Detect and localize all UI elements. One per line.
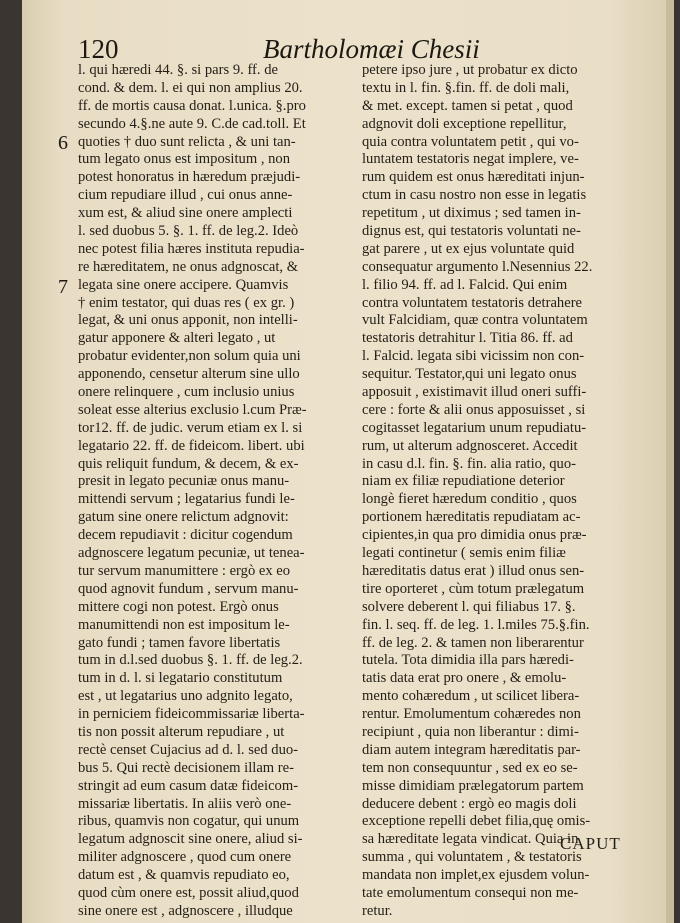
text-line: repetitum , ut diximus ; sed tamen in- xyxy=(362,205,581,222)
text-line: dignus est, qui testatoris voluntati ne- xyxy=(362,223,581,240)
text-line: quod cùm onere est, possit aliud,quod xyxy=(78,884,299,901)
text-line: in casu d.l. fin. §. fin. alia ratio, quo- xyxy=(362,455,576,472)
text-line: apposuit , existimavit illud oneri suffi- xyxy=(362,384,587,401)
text-line: quod agnovit fundum , servum manu- xyxy=(78,580,299,597)
text-line: vult Falcidiam, quæ contra voluntatem xyxy=(362,312,588,329)
text-line: portionem hæreditatis repudiatam ac- xyxy=(362,509,581,526)
right-column xyxy=(362,62,650,921)
text-line: ff. de mortis causa donat. l.unica. §.pro xyxy=(78,97,306,114)
text-line: consequatur argumento l.Nesennius 22. xyxy=(362,258,593,275)
text-line: quis reliquit fundum, & decem, & ex- xyxy=(78,455,299,472)
text-line: legatum adgnoscit sine onere, aliud si- xyxy=(78,831,303,848)
text-line: cere : forte & alii onus apposuisset , si xyxy=(362,401,586,418)
text-line: gatum sine onere relictum adgnovit: xyxy=(78,509,289,526)
text-line: sa hæreditate legata vindicat. Quia in xyxy=(362,831,579,848)
text-line: tire oporteret , cùm totum prælegatum xyxy=(362,580,585,597)
text-line: mandata non implet,ex ejusdem volun- xyxy=(362,867,590,884)
text-line: l. sed duobus 5. §. 1. ff. de leg.2. Ideò xyxy=(78,223,299,240)
text-line: potest honoratus in hæredum præjudi- xyxy=(78,169,301,186)
text-line: longè fieret hæredum conditio , quos xyxy=(362,491,577,508)
text-line: tor12. ff. de judic. verum etiam ex l. si xyxy=(78,419,303,436)
text-line: militer adgnoscere , quod cum onere xyxy=(78,849,292,866)
text-line: tum legato onus est impositum , non xyxy=(78,151,291,168)
text-line: luntatem testatoris negat implere, ve- xyxy=(362,151,579,168)
text-line: decem repudiavit : dicitur cogendum xyxy=(78,527,293,544)
text-line: textu in l. fin. §.fin. ff. de doli mali, xyxy=(362,79,570,96)
text-line: cium repudiare illud , cui onus anne- xyxy=(78,187,293,204)
text-line: nec potest filia hæres instituta repudia- xyxy=(78,240,305,257)
text-line: summa , qui voluntatem , & testatoris xyxy=(362,849,582,866)
text-line: legata sine onere accipere. Quamvis xyxy=(78,276,289,293)
text-line: niam ex filiæ repudiatione deterior xyxy=(362,473,565,490)
text-line: mento cohæredum , ut scilicet libera- xyxy=(362,688,580,705)
text-line: rectè censet Cujacius ad d. l. sed duo- xyxy=(78,741,299,758)
text-line: misse dimidiam prælegatorum partem xyxy=(362,777,584,794)
text-line: ctum in casu nostro non esse in legatis xyxy=(362,187,587,204)
text-line: sine onere est , adgnoscere , illudque xyxy=(78,902,293,919)
text-line: xum est, & aliud sine onere amplecti xyxy=(78,205,293,222)
text-line: tum in d.l.sed duobus §. 1. ff. de leg.2. xyxy=(78,652,303,669)
text-line: legati continetur ( semis enim filiæ xyxy=(362,545,566,562)
margin-note: 6 xyxy=(58,132,68,154)
text-line: hæreditatis datus erat ) illud onus sen- xyxy=(362,562,585,579)
text-line: tatis data erat pro onere , & emolu- xyxy=(362,670,567,687)
text-line: contra voluntatem testatoris detrahere xyxy=(362,294,583,311)
text-line: mittendi servum ; legatarius fundi le- xyxy=(78,491,295,508)
text-line: bus 5. Qui rectè decisionem illam re- xyxy=(78,759,294,776)
text-line: retur. xyxy=(362,902,393,919)
text-line: cipientes,in qua pro dimidia onus præ- xyxy=(362,527,587,544)
text-line: gatur apponere & alteri legato , ut xyxy=(78,330,276,347)
text-line: testatoris detrahitur l. Titia 86. ff. ad xyxy=(362,330,573,347)
text-line: gato fundi ; tamen favore libertatis xyxy=(78,634,281,651)
text-line: mittere cogi non potest. Ergò onus xyxy=(78,598,279,615)
text-line: apponendo, censetur alterum sine ullo xyxy=(78,366,300,383)
catchword: CAPUT xyxy=(560,834,621,853)
left-column xyxy=(78,62,340,921)
text-line: secundo 4.§.ne aute 9. C.de cad.toll. Et xyxy=(78,115,306,132)
text-line: re hæreditatem, ne onus adgnoscat, & xyxy=(78,258,299,275)
text-line: solvere deberent l. qui filiabus 17. §. xyxy=(362,598,576,615)
text-line: deducere debent : ergò eo magis doli xyxy=(362,795,577,812)
text-line: onere relinquere , cum inclusio unius xyxy=(78,384,295,401)
text-line: tis non possit alterum repudiare , ut xyxy=(78,723,285,740)
text-line: rentur. Emolumentum cohæredes non xyxy=(362,706,581,723)
text-line: gat parere , ut ex ejus voluntate quid xyxy=(362,240,575,257)
text-line: adgnovit doli exceptione repellitur, xyxy=(362,115,567,132)
text-line: fin. l. seq. ff. de leg. 1. l.miles 75.§.fin. xyxy=(362,616,590,633)
text-line: soleat esse alterius exclusio l.cum Præ- xyxy=(78,401,307,418)
text-line: exceptione repelli debet filia,quę omis- xyxy=(362,813,591,830)
text-line: tum in d. l. si legatario constitutum xyxy=(78,670,283,687)
text-line: tutela. Tota dimidia illa pars hæredi- xyxy=(362,652,574,669)
text-line: cond. & dem. l. ei qui non amplius 20. xyxy=(78,79,303,96)
text-line: l. qui hæredi 44. §. si pars 9. ff. de xyxy=(78,62,278,78)
text-line: sequitur. Testator,qui uni legato onus xyxy=(362,366,577,383)
text-line: manumittendi non est impositum le- xyxy=(78,616,290,633)
text-line: missariæ libertatis. In aliis verò one- xyxy=(78,795,292,812)
page-edge xyxy=(666,0,674,923)
text-line: presit in legato pecuniæ onus manu- xyxy=(78,473,290,490)
text-line: probatur evidenter,non solum quia uni xyxy=(78,348,301,365)
margin-note: 7 xyxy=(58,276,68,298)
text-line: quoties † duo sunt relicta , & uni tan- xyxy=(78,133,296,150)
text-line: tate emolumentum consequi non me- xyxy=(362,884,579,901)
text-line: adgnoscere legatum pecuniæ, ut tenea- xyxy=(78,545,305,562)
page-number: 120 xyxy=(78,34,119,64)
text-line: legatario 22. ff. de fideicom. libert. ubi xyxy=(78,437,305,454)
text-line: l. Falcid. legata sibi vicissim non con- xyxy=(362,348,585,365)
text-line: in perniciem fideicommissariæ liberta- xyxy=(78,706,305,723)
text-line: tur servum manumittere : ergò ex eo xyxy=(78,562,291,579)
text-line: ff. de leg. 2. & tamen non liberarentur xyxy=(362,634,584,651)
text-line: cogitasset legatarium unum repudiatu- xyxy=(362,419,587,436)
text-line: † enim testator, qui duas res ( ex gr. ) xyxy=(78,294,295,311)
text-line: tem non consequuntur , sed ex eo se- xyxy=(362,759,578,776)
text-line: legat, & uni onus apponit, non intelli- xyxy=(78,312,298,329)
text-line: rum, ut alterum adgnosceret. Accedit xyxy=(362,437,578,454)
text-line: est , ut legatarius uno adgnito legato, xyxy=(78,688,293,705)
text-line: petere ipso jure , ut probatur ex dicto xyxy=(362,62,578,78)
text-line: ribus, quamvis non cogatur, qui unum xyxy=(78,813,300,830)
text-line: datum est , & quamvis repudiato eo, xyxy=(78,867,290,884)
text-line: l. filio 94. ff. ad l. Falcid. Qui enim xyxy=(362,276,568,293)
text-line: rum quidem est onus hæreditati injun- xyxy=(362,169,585,186)
text-line: recipiunt , quia non liberantur : dimi- xyxy=(362,723,579,740)
text-line: stringit ad eum casum datæ fideicom- xyxy=(78,777,299,794)
text-line: quia contra voluntatem petit , qui vo- xyxy=(362,133,579,150)
running-head: Bartholomæi Chesii xyxy=(263,34,480,64)
text-line: diam autem integram hæreditatis par- xyxy=(362,741,581,758)
text-line: & met. except. tamen si petat , quod xyxy=(362,97,573,114)
